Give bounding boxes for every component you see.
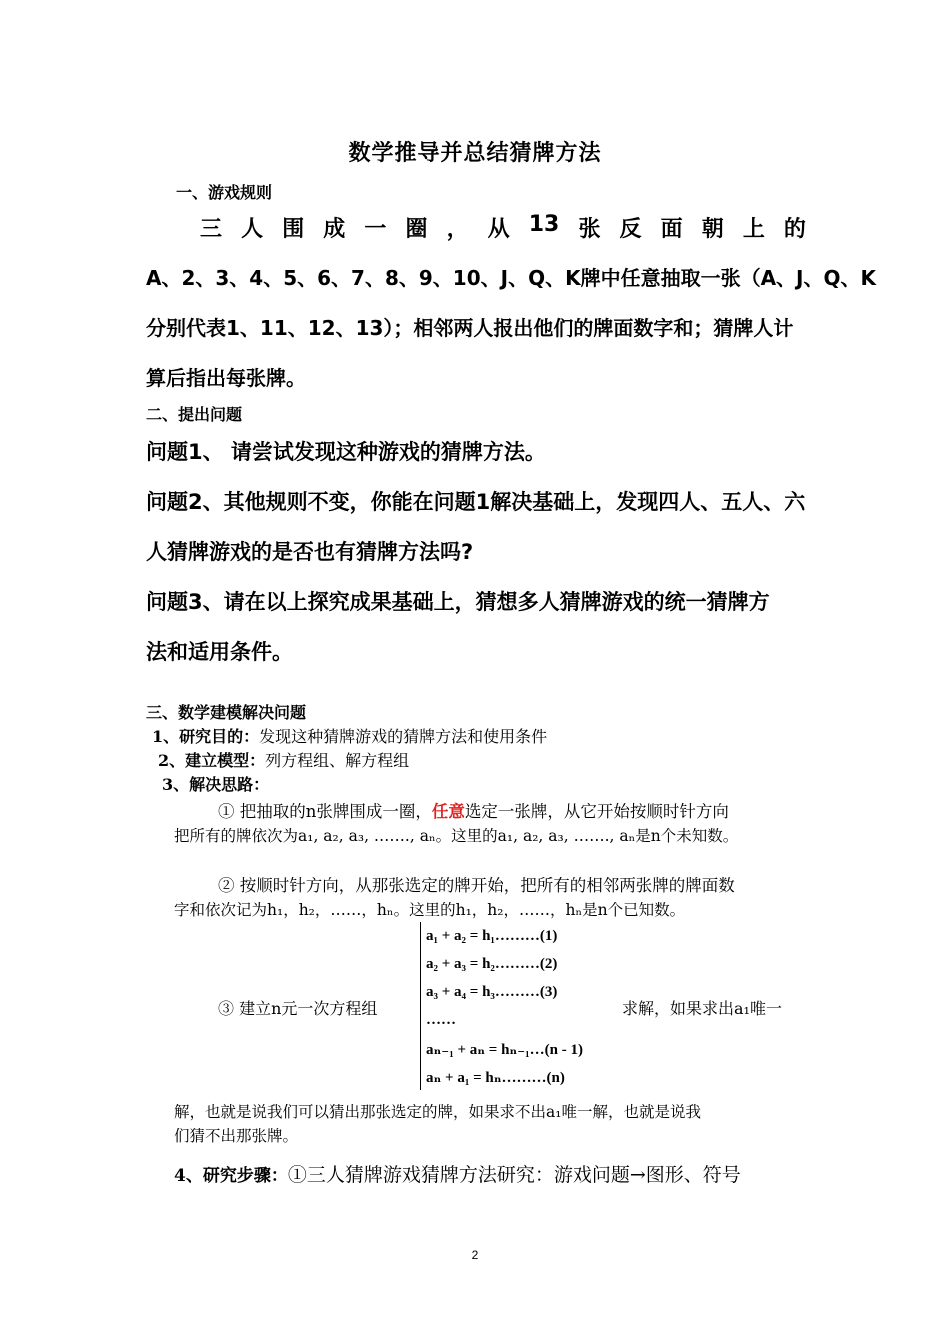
rules-line-4: 算后指出每张牌。 <box>146 366 306 390</box>
step-3-line-3: 们猜不出那张牌。 <box>174 1127 299 1145</box>
approach-label: 3、解决思路： <box>162 775 270 794</box>
model-text: 列方程组、解方程组 <box>265 751 410 770</box>
purpose-line <box>152 724 547 747</box>
question-2-line-1: 问题2、其他规则不变，你能在问题1解决基础上，发现四人、五人、六 <box>146 490 806 514</box>
equation-2: a₂ + a₃ = h₂………(2) <box>426 956 558 972</box>
step-3-line-2: 解，也就是说我们可以猜出那张选定的牌，如果求不出a₁唯一解，也就是说我 <box>174 1103 701 1121</box>
purpose-label: 1、研究目的： <box>152 727 260 746</box>
step-1-line-1: ① 把抽取的n张牌围成一圈，任意选定一张牌，从它开始按顺时针方向 <box>218 802 729 821</box>
rules-line-3: 分别代表1、11、12、13）；相邻两人报出他们的牌面数字和；猜牌人计 <box>146 316 794 340</box>
model-line <box>158 748 409 771</box>
section-heading-modeling: 三、数学建模解决问题 <box>146 703 307 722</box>
equation-n: aₙ + a₁ = hₙ………(n) <box>426 1070 565 1086</box>
step-3-label: ③ 建立n元一次方程组 <box>218 999 378 1018</box>
steps-label: 4、研究步骤： <box>174 1166 288 1186</box>
purpose-text: 发现这种猜牌游戏的猜牌方法和使用条件 <box>259 727 548 746</box>
section-heading-questions: 二、提出问题 <box>146 405 243 424</box>
steps-line <box>174 1160 741 1187</box>
equation-ellipsis: …… <box>426 1012 456 1028</box>
rules-line-1: 三 人 围 成 一 圈 ， 从 13 张 反 面 朝 上 的 <box>200 212 806 242</box>
step-2-line-2: 字和依次记为h₁，h₂，……，hₙ。这里的h₁，h₂，……，hₙ是n个已知数。 <box>174 901 686 919</box>
step-1-line-2: 把所有的牌依次为a₁, a₂, a₃, ……., aₙ。这里的a₁, a₂, a₃, ……., aₙ是n个未知数。 <box>174 827 739 845</box>
question-3-line-2: 法和适用条件。 <box>146 640 293 664</box>
page-number: 2 <box>471 1248 479 1262</box>
step-2-line-1: ② 按顺时针方向，从那张选定的牌开始，把所有的相邻两张牌的牌面数 <box>218 876 735 895</box>
equation-brace <box>420 922 424 1090</box>
equation-n-minus-1: aₙ₋₁ + aₙ = hₙ₋₁…(n - 1) <box>426 1042 583 1058</box>
section-heading-rules: 一、游戏规则 <box>176 183 273 202</box>
step-3-right-text: 求解，如果求出a₁唯一 <box>622 999 782 1018</box>
equation-3: a₃ + a₄ = h₃………(3) <box>426 984 558 1000</box>
highlight-arbitrary: 任意 <box>431 802 465 821</box>
question-1: 问题1、 请尝试发现这种游戏的猜牌方法。 <box>146 440 546 464</box>
equation-1: a₁ + a₂ = h₁………(1) <box>426 928 558 944</box>
question-3-line-1: 问题3、请在以上探究成果基础上，猜想多人猜牌游戏的统一猜牌方 <box>146 590 770 614</box>
steps-text: ①三人猜牌游戏猜牌方法研究：游戏问题→图形、符号 <box>287 1164 741 1186</box>
page-title: 数学推导并总结猜牌方法 <box>348 141 602 166</box>
rules-line-2: A、2、3、4、5、6、7、8、9、10、J、Q、K牌中任意抽取一张（A、J、Q、K <box>146 266 876 290</box>
model-label: 2、建立模型： <box>158 751 266 770</box>
question-2-line-2: 人猜牌游戏的是否也有猜牌方法吗? <box>146 540 474 564</box>
